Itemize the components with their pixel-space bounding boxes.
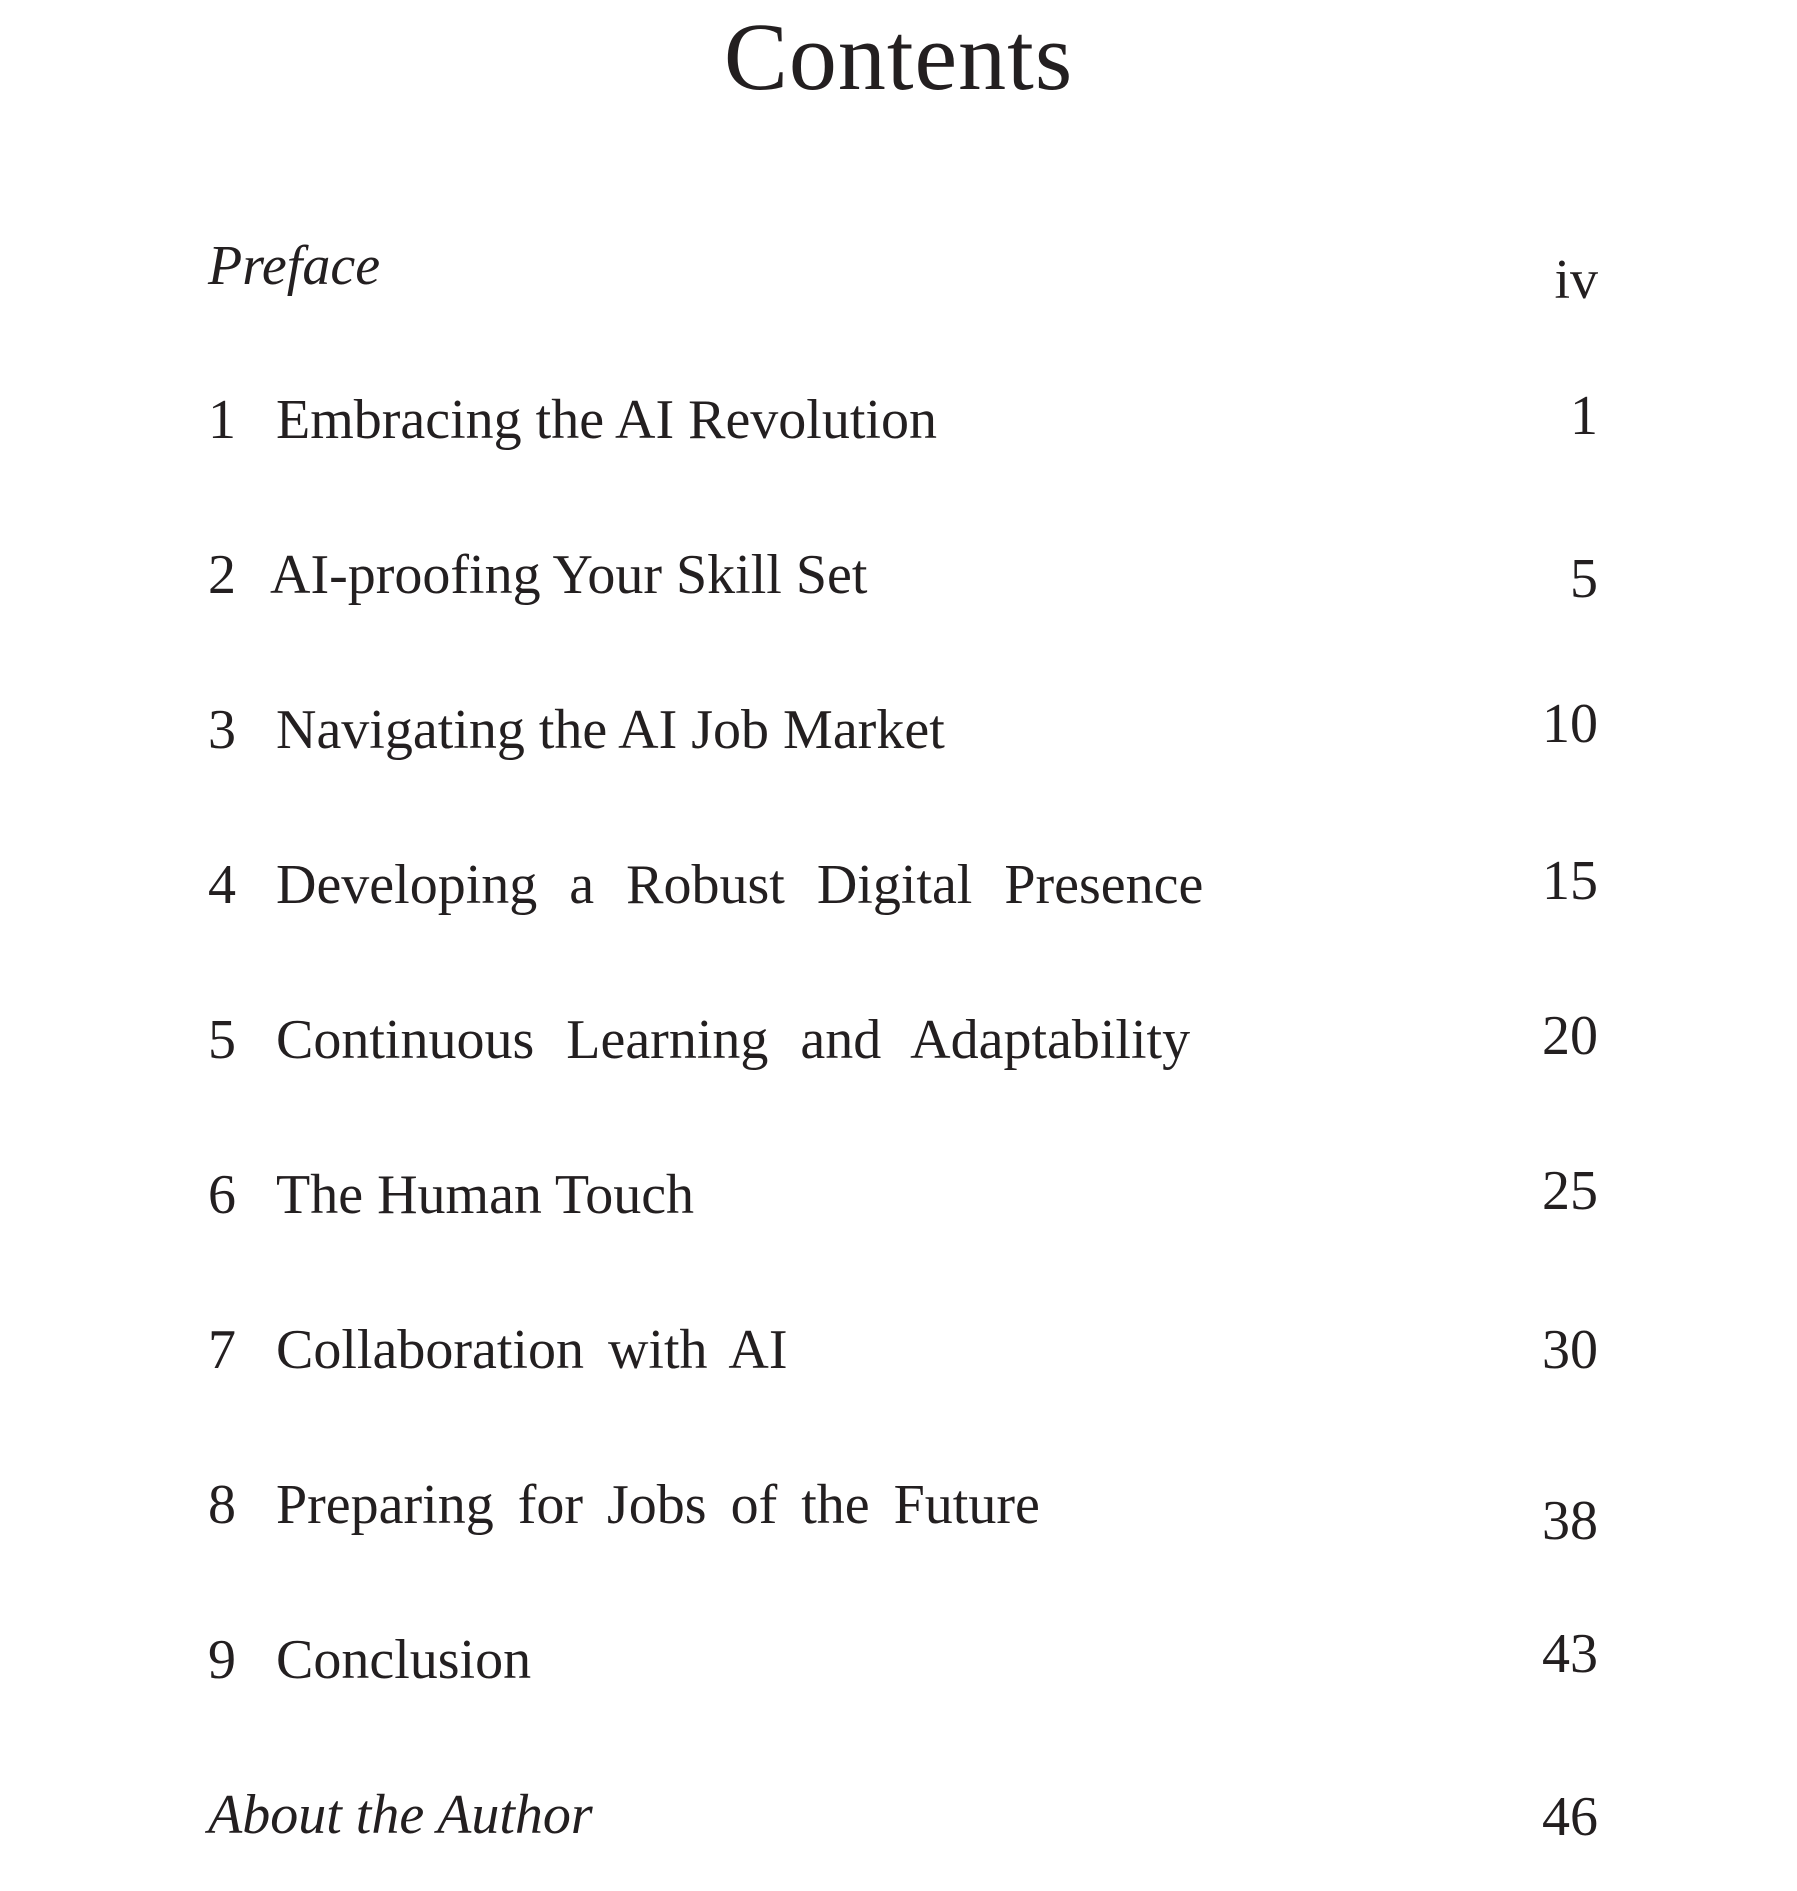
- toc-entry-title: The Human Touch: [276, 1164, 695, 1226]
- toc-entry-label: [208, 690, 945, 770]
- toc-entry-about-author[interactable]: [208, 1775, 1598, 1855]
- toc-entry-title: Embracing the AI Revolution: [276, 389, 937, 451]
- toc-entry-number: 3: [208, 699, 236, 761]
- toc-entry-page: 38: [1542, 1490, 1598, 1552]
- toc-entry-page: 20: [1542, 1005, 1598, 1067]
- toc-entry-label: [208, 1465, 1040, 1545]
- toc-entry-chapter-4[interactable]: [208, 845, 1598, 925]
- toc-entry-label: [208, 380, 937, 460]
- toc-entry-number: 4: [208, 854, 236, 916]
- toc-entry-label: [208, 535, 867, 615]
- toc-entry-title: Developing a Robust Digital Presence: [276, 854, 1204, 916]
- toc-entry-page: 43: [1542, 1623, 1598, 1685]
- toc-entry-title: AI-proofing Your Skill Set: [270, 544, 868, 606]
- page-title: Contents: [723, 3, 1074, 110]
- toc-entry-chapter-3[interactable]: [208, 690, 1598, 770]
- toc-entry-number: 8: [208, 1474, 236, 1536]
- toc-entry-label: About the Author: [208, 1784, 593, 1846]
- toc-entry-page: 46: [1542, 1786, 1598, 1848]
- toc-entry-number: 1: [208, 389, 236, 451]
- toc-entry-title: Continuous Learning and Adaptability: [276, 1009, 1191, 1071]
- toc-entry-page: 15: [1542, 850, 1598, 912]
- toc-entry-chapter-1[interactable]: [208, 380, 1598, 460]
- toc-entry-number: 5: [208, 1009, 236, 1071]
- toc-entry-title: Preparing for Jobs of the Future: [276, 1474, 1040, 1536]
- toc-entry-title: Collaboration with AI: [276, 1319, 788, 1381]
- toc-entry-chapter-2[interactable]: [208, 535, 1598, 615]
- toc-entry-label: [208, 1310, 788, 1390]
- toc-entry-chapter-9[interactable]: [208, 1620, 1598, 1700]
- toc-entry-page: 25: [1542, 1160, 1598, 1222]
- toc-entry-label: [208, 1155, 694, 1235]
- toc-entry-page: iv: [1554, 249, 1598, 311]
- toc-entry-chapter-6[interactable]: [208, 1155, 1598, 1235]
- toc-entry-number: 2: [208, 544, 236, 606]
- toc-entry-number: 6: [208, 1164, 236, 1226]
- toc-entry-page: 30: [1542, 1319, 1598, 1381]
- toc-entry-page: 1: [1570, 385, 1598, 447]
- toc-entry-label: Preface: [208, 235, 381, 297]
- toc-entry-label: [208, 1000, 1190, 1080]
- toc-entry-page: 10: [1542, 693, 1598, 755]
- toc-entry-label: [208, 1620, 531, 1700]
- toc-entry-chapter-7[interactable]: [208, 1310, 1598, 1390]
- toc-entry-label: [208, 845, 1203, 925]
- toc-entry-chapter-8[interactable]: [208, 1465, 1598, 1552]
- toc-entry-preface[interactable]: [208, 226, 1598, 311]
- toc-entry-number: 9: [208, 1629, 236, 1691]
- toc-entry-chapter-5[interactable]: [208, 1000, 1598, 1080]
- toc-entry-page: 5: [1570, 548, 1598, 610]
- toc-entry-title: Navigating the AI Job Market: [276, 699, 945, 761]
- toc-entry-title: Conclusion: [276, 1629, 532, 1691]
- toc-entry-number: 7: [208, 1319, 236, 1381]
